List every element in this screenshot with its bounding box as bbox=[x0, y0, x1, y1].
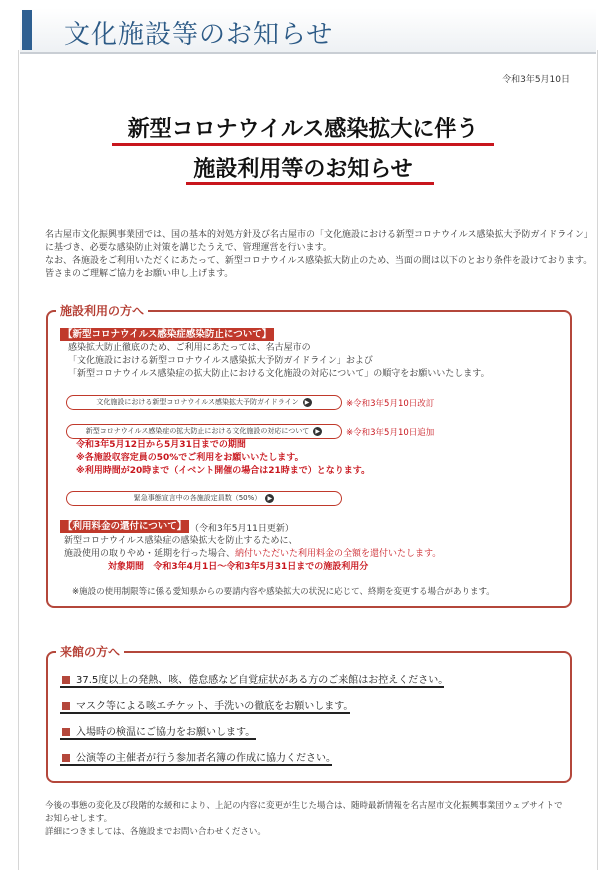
square-bullet-icon bbox=[62, 754, 70, 762]
title-underline-1 bbox=[112, 143, 494, 146]
guideline-revision-note: ※令和3年5月10日改訂 bbox=[346, 399, 435, 409]
guideline-link-label: 文化施設における新型コロナウイルス感染拡大予防ガイドライン bbox=[96, 398, 299, 406]
visitor-rule-underline bbox=[60, 764, 332, 766]
refund-period-value: 令和3年4月1日～令和3年5月31日までの施設利用分 bbox=[153, 562, 369, 572]
visitor-rule-underline bbox=[60, 712, 350, 714]
intro-text bbox=[45, 229, 593, 281]
square-bullet-icon bbox=[62, 676, 70, 684]
infection-line: 感染拡大防止徹底のため、ご利用にあたっては、名古屋市の bbox=[68, 343, 311, 353]
title-underline-2 bbox=[186, 182, 434, 185]
refund-heading: 【利用料金の還付について】 bbox=[60, 520, 189, 533]
footer-text bbox=[45, 800, 563, 839]
facility-response-added-note: ※令和3年5月10日追加 bbox=[346, 428, 435, 438]
restriction-period: 令和3年5月12日から5月31日までの期間 bbox=[76, 440, 246, 450]
capacity-condition: ※各施設収容定員の50%でご利用をお願いいたします。 bbox=[76, 453, 304, 463]
refund-line: 新型コロナウイルス感染症の感染拡大を防止するために、 bbox=[64, 536, 298, 546]
guideline-link-button[interactable] bbox=[66, 395, 342, 410]
visitor-rule-item bbox=[62, 723, 255, 738]
intro-line: 名古屋市文化振興事業団では、国の基本的対処方針及び名古屋市の「文化施設における新型コロナウイルス感染拡大予防ガイドライン」 bbox=[45, 230, 593, 240]
infection-line: 「新型コロナウイルス感染症の拡大防止における文化施設の対応について」の順守をお願いいたします。 bbox=[68, 369, 490, 379]
infection-heading: 【新型コロナウイルス感染症感染防止について】 bbox=[60, 328, 274, 341]
refund-line-2 bbox=[64, 548, 441, 561]
hours-condition: ※利用時間が20時まで（イベント開催の場合は21時まで）となります。 bbox=[76, 466, 371, 476]
visitor-rule-underline bbox=[60, 738, 256, 740]
header-title: 文化施設等のお知らせ bbox=[64, 20, 334, 50]
square-bullet-icon bbox=[62, 702, 70, 710]
refund-line-2a: 施設使用の取りやめ・延期を行った場合、 bbox=[64, 549, 236, 559]
visitor-rule-text: マスク等による咳エチケット、手洗いの徹底をお願いします。 bbox=[76, 701, 354, 712]
intro-line: に基づき、必要な感染防止対策を講じたうえで、管理運営を行います。 bbox=[45, 243, 332, 253]
capacity-list-link-button[interactable] bbox=[66, 491, 342, 506]
visitor-rule-text: 37.5度以上の発熱、咳、倦怠感など自覚症状がある方のご来館はお控えください。 bbox=[76, 675, 449, 686]
visitor-rule-item bbox=[62, 671, 448, 686]
arrow-right-circle-icon: ▶ bbox=[303, 398, 312, 407]
capacity-list-link-label: 緊急事態宣言中の各施設定員数（50%） bbox=[133, 494, 262, 502]
facility-section-title: 施設利用の方へ bbox=[56, 302, 148, 319]
footer-line: 詳細につきましては、各施設までお問い合わせください。 bbox=[45, 827, 266, 837]
facility-response-link-label: 新型コロナウイルス感染症の拡大防止における文化施設の対応について bbox=[85, 427, 310, 435]
visitors-section-title: 来館の方へ bbox=[56, 643, 124, 660]
change-notice: ※施設の使用制限等に係る愛知県からの要請内容や感染拡大の状況に応じて、終期を変更する場合があります。 bbox=[72, 587, 495, 597]
refund-period bbox=[108, 561, 368, 574]
visitor-rule-text: 公演等の主催者が行う参加者名簿の作成に協力ください。 bbox=[76, 753, 336, 764]
square-bullet-icon bbox=[62, 728, 70, 736]
infection-line: 「文化施設における新型コロナウイルス感染拡大予防ガイドライン」および bbox=[68, 356, 373, 366]
refund-line-2b: 納付いただいた利用料金の全額を還付いたします。 bbox=[235, 549, 442, 559]
main-title-line2: 施設利用等のお知らせ bbox=[193, 156, 413, 182]
visitor-rule-text: 入場時の検温にご協力をお願いします。 bbox=[76, 727, 256, 738]
publish-date: 令和3年5月10日 bbox=[502, 75, 570, 85]
visitor-rule-underline bbox=[60, 686, 444, 688]
footer-line: お知らせします。 bbox=[45, 814, 113, 824]
intro-line: 皆さまのご理解ご協力をお願い申し上げます。 bbox=[45, 269, 234, 279]
main-title-line1: 新型コロナウイルス感染拡大に伴う bbox=[127, 116, 479, 142]
visitor-rule-item bbox=[62, 697, 353, 712]
facility-response-link-button[interactable] bbox=[66, 424, 342, 439]
refund-period-label: 対象期間 bbox=[108, 562, 145, 572]
intro-line: なお、各施設をご利用いただくにあたって、新型コロナウイルス感染拡大防止のため、当面の間は以下のとおり条件を設けております。 bbox=[45, 256, 593, 266]
arrow-right-circle-icon: ▶ bbox=[313, 427, 322, 436]
header-accent-bar bbox=[22, 10, 32, 50]
arrow-right-circle-icon: ▶ bbox=[265, 494, 274, 503]
refund-updated-note: （令和3年5月11日更新） bbox=[190, 524, 294, 534]
footer-line: 今後の事態の変化及び段階的な緩和により、上記の内容に変更が生じた場合は、随時最新情報を名古屋市文化振興事業団ウェブサイトで bbox=[45, 801, 563, 811]
visitor-rule-item bbox=[62, 749, 336, 764]
